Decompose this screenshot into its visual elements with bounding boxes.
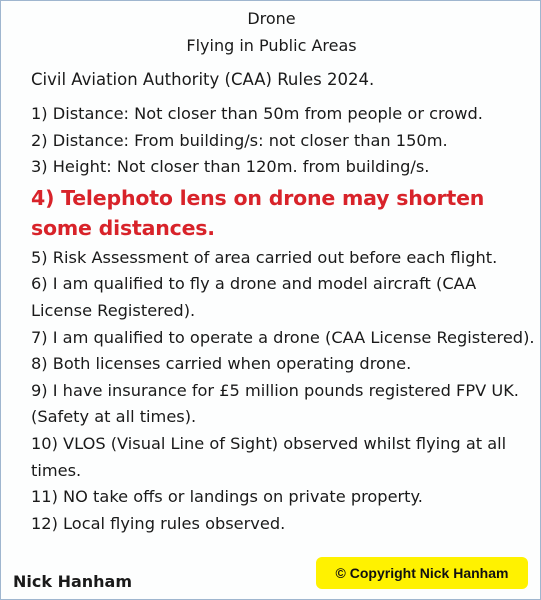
rule-item: 8) Both licenses carried when operating drone. [31, 354, 412, 374]
rules-list [31, 101, 536, 537]
rules-source-heading: Civil Aviation Authority (CAA) Rules 2024. [31, 70, 375, 89]
rule-item: 5) Risk Assessment of area carried out before each flight. [31, 247, 498, 267]
rule-item: 9) I have insurance for £5 million pounds registered FPV UK. (Safety at all times). [31, 380, 519, 427]
rule-item: 7) I am qualified to operate a drone (CAA License Registered). [31, 327, 535, 347]
rule-item: 2) Distance: From building/s: not closer than 150m. [31, 130, 448, 150]
rule-item-highlighted: 4) Telephoto lens on drone may shorten some distances. [31, 185, 485, 240]
author-signature: Nick Hanham [13, 572, 133, 591]
document-title: Drone [247, 9, 296, 28]
rule-item: 11) NO take offs or landings on private property. [31, 487, 423, 507]
rule-item: 6) I am qualified to fly a drone and model aircraft (CAA License Registered). [31, 274, 477, 320]
rule-item: 12) Local flying rules observed. [31, 513, 286, 533]
document-subtitle: Flying in Public Areas [186, 36, 357, 55]
copyright-badge: © Copyright Nick Hanham [316, 557, 528, 589]
rule-item: 10) VLOS (Visual Line of Sight) observed whilst flying at all times. [31, 433, 507, 480]
rule-item: 3) Height: Not closer than 120m. from building/s. [31, 157, 430, 177]
rule-item: 1) Distance: Not closer than 50m from people or crowd. [31, 104, 483, 123]
